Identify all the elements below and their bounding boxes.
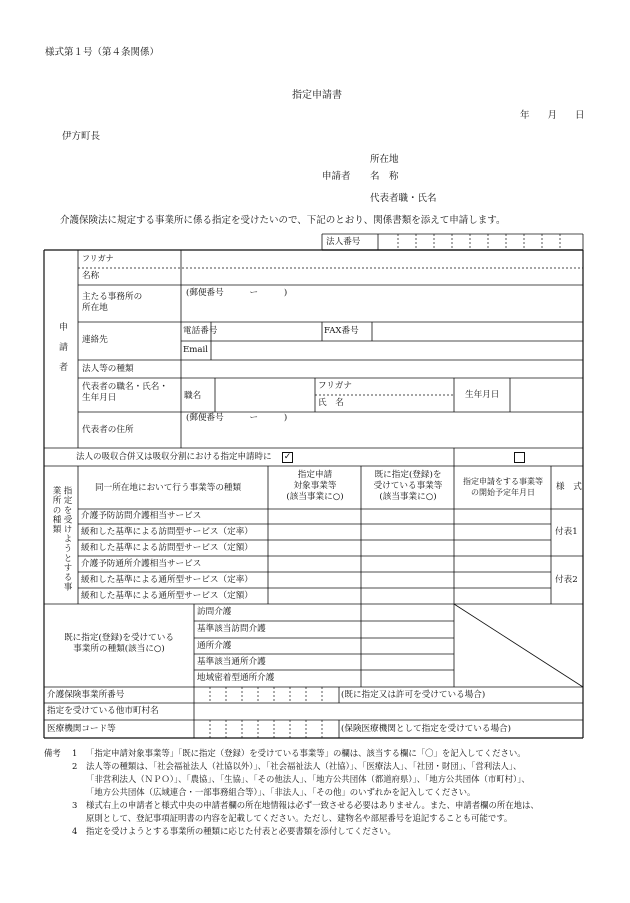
other-municipality-label: 指定を受けている他市町村名 xyxy=(47,706,159,716)
rep-furigana-label: フリガナ xyxy=(318,381,352,391)
email-label: Email xyxy=(183,345,209,355)
service-row: 緩和した基準による訪問型サービス（定率） xyxy=(81,527,253,537)
applicant-name-label: 名 称 xyxy=(370,171,399,182)
note-item: 1 「指定申請対象事業等」「既に指定（登録）を受けている事業等」の欄は、該当する欄に「〇」を記入してください。 xyxy=(72,748,526,758)
intro-text: 介護保険法に規定する事業所に係る指定を受けたいので、下記のとおり、関係書類を添えて申請します。 xyxy=(60,215,506,226)
name-label: 名称 xyxy=(82,271,100,281)
existing-kind: 基準該当通所介護 xyxy=(197,657,266,667)
care-number-note: (既に指定又は許可を受けている場合) xyxy=(341,690,486,700)
medical-code-label: 医療機関コード等 xyxy=(47,724,116,734)
corp-type-label: 法人等の種類 xyxy=(82,364,134,374)
section-kinds: 指定を受けようとする事業所の種類 xyxy=(51,486,72,592)
existing-kind: 基準該当訪問介護 xyxy=(197,624,266,634)
furigana-label: フリガナ xyxy=(82,254,114,263)
form-number: 様式第１号（第４条関係） xyxy=(45,47,160,58)
service-row: 緩和した基準による通所型サービス（定額） xyxy=(81,591,253,601)
merger-question: 法人の吸収合併又は吸収分割における指定申請時に xyxy=(76,452,272,462)
applicant-address-label: 所在地 xyxy=(370,154,399,165)
main-office-label: 主たる事務所の 所在地 xyxy=(82,292,143,313)
contact-label: 連絡先 xyxy=(82,335,108,345)
date-month[interactable]: 月 xyxy=(547,110,558,121)
rep-info-label: 代表者の職名・氏名・ 生年月日 xyxy=(82,382,168,403)
postal-main-office[interactable]: (郵便番号 ー ) xyxy=(186,288,288,298)
rep-address-label: 代表者の住所 xyxy=(82,425,134,435)
applicant-label: 申請者 xyxy=(322,171,351,182)
col-start: 指定申請をする事業等 の開始予定年月日 xyxy=(463,477,543,497)
birthdate-label: 生年月日 xyxy=(465,390,500,400)
style-appendix-2: 付表2 xyxy=(555,575,578,585)
medical-code-note: (保険医療機関として指定を受けている場合) xyxy=(341,724,511,734)
col-style: 様 式 xyxy=(556,482,582,492)
col-target: 指定申請 対象事業等 (該当事業に○) xyxy=(286,470,344,502)
fax-label: FAX番号 xyxy=(324,326,359,336)
position-label: 職名 xyxy=(184,391,202,401)
service-row: 緩和した基準による訪問型サービス（定額） xyxy=(81,543,253,553)
note-item: 4 指定を受けようとする事業所の種類に応じた付表と必要書類を添付してください。 xyxy=(72,826,396,836)
note-item: 3 様式右上の申請者と様式中央の申請者欄の所在地情報は必ず一致させる必要はありません。また、申請者欄の所在地は、 xyxy=(72,800,539,810)
existing-kind: 訪問介護 xyxy=(197,607,232,617)
col-existing: 既に指定(登録)を 受けている事業等 (該当事業に○) xyxy=(373,470,443,502)
date-day[interactable]: 日 xyxy=(575,110,585,121)
merger-checkbox[interactable] xyxy=(514,452,525,463)
rep-name-label: 氏 名 xyxy=(318,398,344,408)
note-item: 「地方公共団体（広域連合・一部事務組合等）」、「非法人」、「その他」のいずれかを記入してください。 xyxy=(86,787,476,797)
note-item: 「非営利法人（ＮＰＯ）」、「農協」、「生協」、「その他法人」、「地方公共団体（都道府県）」、「地方公共団体（市町村）」、 xyxy=(86,774,530,784)
merger-checkbox-checked[interactable]: ✓ xyxy=(283,452,292,462)
phone-label: 電話番号 xyxy=(183,326,218,336)
care-number-label: 介護保険事業所番号 xyxy=(47,690,125,700)
note-item: 原則として、登記事項証明書の内容を記載してください。ただし、建物名や部屋番号を追記することも可能です。 xyxy=(86,813,513,823)
style-appendix-1: 付表1 xyxy=(555,527,578,537)
existing-kinds-label: 既に指定(登録)を受けている 事業所の種類(該当に○) xyxy=(64,633,174,654)
corp-number-label: 法人番号 xyxy=(326,237,361,247)
service-row: 介護予防通所介護相当サービス xyxy=(81,559,202,569)
postal-rep[interactable]: (郵便番号 ー ) xyxy=(186,413,288,423)
document-title: 指定申請書 xyxy=(292,90,342,101)
applicant-rep-label: 代表者職・氏名 xyxy=(370,193,437,204)
notes-label: 備考 xyxy=(44,748,61,758)
existing-kind: 地域密着型通所介護 xyxy=(197,673,275,683)
note-item: 2 法人等の種類は、「社会福祉法人（社協以外）」、「社会福祉法人（社協）」、「医療法人」、「社団・財団」、「営利法人」、 xyxy=(72,761,522,771)
service-row: 介護予防訪問介護相当サービス xyxy=(81,511,202,521)
section-applicant: 申 請 者 xyxy=(57,322,67,372)
date-year[interactable]: 年 xyxy=(520,110,530,121)
col-services: 同一所在地において行う事業等の種類 xyxy=(95,483,242,493)
service-row: 緩和した基準による通所型サービス（定率） xyxy=(81,575,253,585)
addressee: 伊方町長 xyxy=(62,131,101,142)
existing-kind: 通所介護 xyxy=(197,641,232,651)
